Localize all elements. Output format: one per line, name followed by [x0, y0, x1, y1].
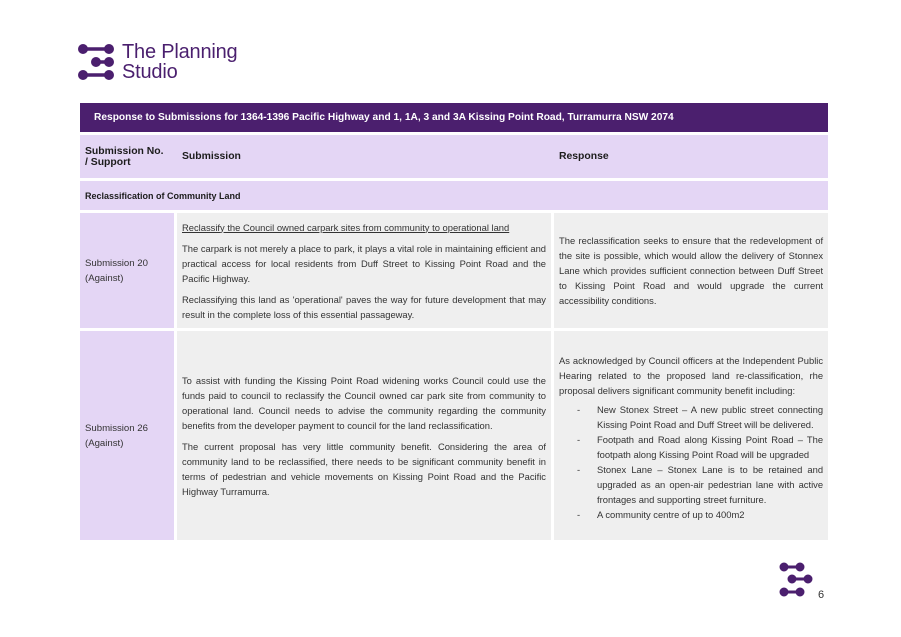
submission-paragraph: To assist with funding the Kissing Point Road widening works Council could use the funds paid to council to reclassify the Council owned car park site from community to operational land. Council needs to advise the community regarding the community benefits from the developer payment to council for the land reclassification.	[182, 374, 546, 431]
header-submission-no: Submission No. / Support	[80, 135, 174, 178]
list-item: - New Stonex Street – A new public street connecting Kissing Point Road and Duff Street will be delivered.	[577, 404, 824, 430]
submission-paragraph: The carpark is not merely a place to park, it plays a vital role in maintaining efficient and practical access for local residents from Duff Street to Kissing Point Road and the Pacific Highway.	[182, 242, 546, 284]
submission-id: Submission 26 (Against)	[80, 331, 174, 540]
table-row	[80, 213, 828, 328]
response-text	[554, 213, 828, 328]
submission-id: Submission 20 (Against)	[80, 213, 174, 328]
response-table	[80, 103, 828, 540]
brand-logo	[77, 42, 237, 82]
submission-paragraph: Reclassifying this land as 'operational' paves the way for future development that may result in the complete loss of this essential passageway.	[182, 293, 546, 320]
response-text	[554, 331, 828, 540]
page-number: 6	[818, 589, 825, 601]
list-item: - Stonex Lane – Stonex Lane is to be retained and upgraded as an open-air pedestrian lane with active frontages and supporting street furniture.	[577, 464, 824, 505]
list-item: - A community centre of up to 400m2	[577, 509, 745, 520]
response-paragraph: As acknowledged by Council officers at the Independent Public Hearing related to the proposed land re-classification, rhe proposal delivers significant community benefit including:	[559, 355, 824, 396]
planning-studio-mark-icon	[778, 562, 818, 598]
brand-name-line2: Studio	[122, 61, 178, 83]
header-response: Response	[554, 135, 828, 178]
section-heading: Reclassification of Community Land	[80, 181, 828, 210]
submission-heading: Reclassify the Council owned carpark sites from community to operational land	[182, 221, 510, 233]
planning-studio-logo-icon	[77, 43, 115, 81]
header-submission: Submission	[177, 135, 551, 178]
submission-text	[177, 213, 551, 328]
submission-paragraph: The current proposal has very little community benefit. Considering the area of community land to be reclassified, there needs to be significant community benefit in terms of pedestrian and vehicle movements on Kissing Point Road and the Pacific Highway Turramurra.	[182, 440, 546, 497]
brand-name	[122, 42, 237, 82]
table-row	[80, 331, 828, 540]
submission-text	[177, 331, 551, 540]
list-item: - Footpath and Road along Kissing Point Road – The footpath along Kissing Point Road will be upgraded	[577, 434, 824, 460]
response-paragraph: The reclassification seeks to ensure that the redevelopment of the site is possible, which would allow the delivery of Stonnex Lane which provides sufficient connection between Duff Street to Kissing Point Road and would upgrade the current accessibility conditions.	[559, 235, 824, 306]
brand-name-line1: The Planning	[122, 41, 238, 63]
table-title: Response to Submissions for 1364-1396 Pacific Highway and 1, 1A, 3 and 3A Kissing Point Road, Turramurra NSW 2074	[80, 103, 828, 132]
benefit-list	[559, 402, 823, 522]
